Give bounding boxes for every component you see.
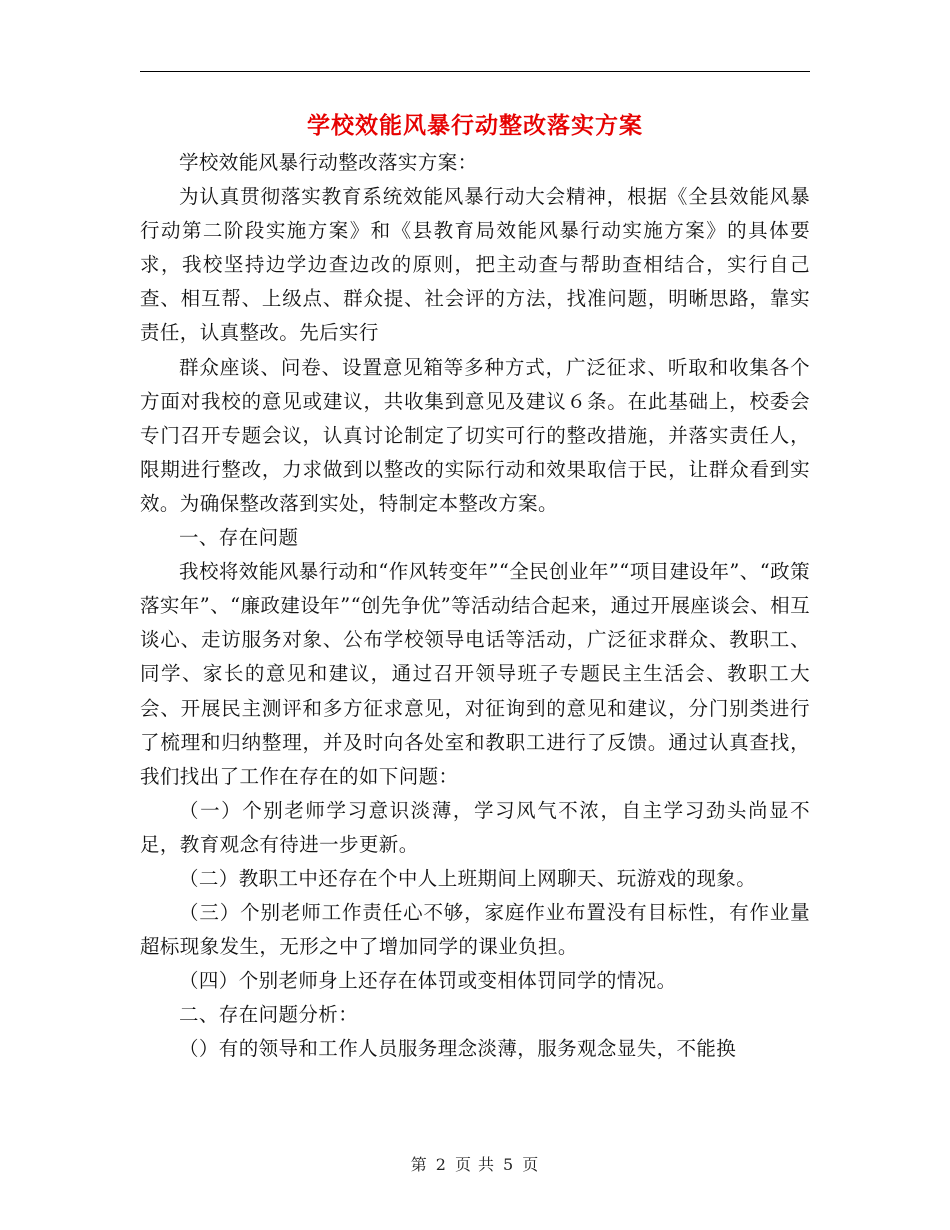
- section-heading-analysis: 二、存在问题分析：: [179, 1003, 359, 1027]
- problem-item-1: （一）个别老师学习意识淡薄，学习风气不浓，自主学习劲头尚显不足，教育观念有待进一步更新。: [140, 798, 810, 856]
- footer-page-number: 2: [435, 1155, 447, 1174]
- document-title: 学校效能风暴行动整改落实方案: [307, 112, 643, 139]
- footer-prefix: 第: [410, 1155, 428, 1174]
- paragraph-methods: 群众座谈、问卷、设置意见箱等多种方式，广泛征求、听取和收集各个方面对我校的意见或建议，共收集到意见及建议６条。在此基础上，校委会专门召开专题会议，认真讨论制定了切实可行的整改措施，并落实责任人，限期进行整改，力求做到以整改的实际行动和效果取信于民，让群众看到实效。为确保整改落到实处，特制定本整改方案。: [140, 355, 810, 515]
- paragraph-background: 为认真贯彻落实教育系统效能风暴行动大会精神，根据《全县效能风暴行动第二阶段实施方案》和《县教育局效能风暴行动实施方案》的具体要求，我校坚持边学边查边改的原则，把主动查与帮助查相结合，实行自己查、相互帮、上级点、群众提、社会评的方法，找准问题，明晰思路，靠实责任，认真整改。先后实行: [140, 185, 810, 345]
- footer-total-pages: 5: [503, 1155, 515, 1174]
- page-footer: [0, 1152, 950, 1175]
- problem-item-3: （三）个别老师工作责任心不够，家庭作业布置没有目标性，有作业量超标现象发生，无形之中了增加同学的课业负担。: [140, 901, 810, 959]
- paragraph-problems-overview: 我校将效能风暴行动和“作风转变年”“全民创业年”“项目建设年”、“政策落实年”、“廉政建设年”“创先争优”等活动结合起来，通过开展座谈会、相互谈心、走访服务对象、公布学校领导电话等活动，广泛征求群众、教职工、同学、家长的意见和建议，通过召开领导班子专题民主生活会、教职工大会、开展民主测评和多方征求意见，对征询到的意见和建议，分门别类进行了梳理和归纳整理，并及时向各处室和教职工进行了反馈。通过认真查找，我们找出了工作在存在的如下问题：: [140, 560, 810, 788]
- header-rule: [140, 71, 810, 72]
- analysis-item-1: （）有的领导和工作人员服务理念淡薄，服务观念显失，不能换: [179, 1037, 737, 1061]
- section-heading-problems: 一、存在问题: [179, 526, 299, 550]
- problem-item-4: （四）个别老师身上还存在体罚或变相体罚同学的情况。: [179, 969, 677, 993]
- footer-suffix: 页: [522, 1155, 540, 1174]
- paragraph-intro: 学校效能风暴行动整改落实方案：: [179, 151, 478, 174]
- problem-item-2: （二）教职工中还存在个中人上班期间上网聊天、玩游戏的现象。: [179, 866, 757, 890]
- document-body: [140, 146, 810, 1067]
- footer-middle: 页 共: [454, 1155, 496, 1174]
